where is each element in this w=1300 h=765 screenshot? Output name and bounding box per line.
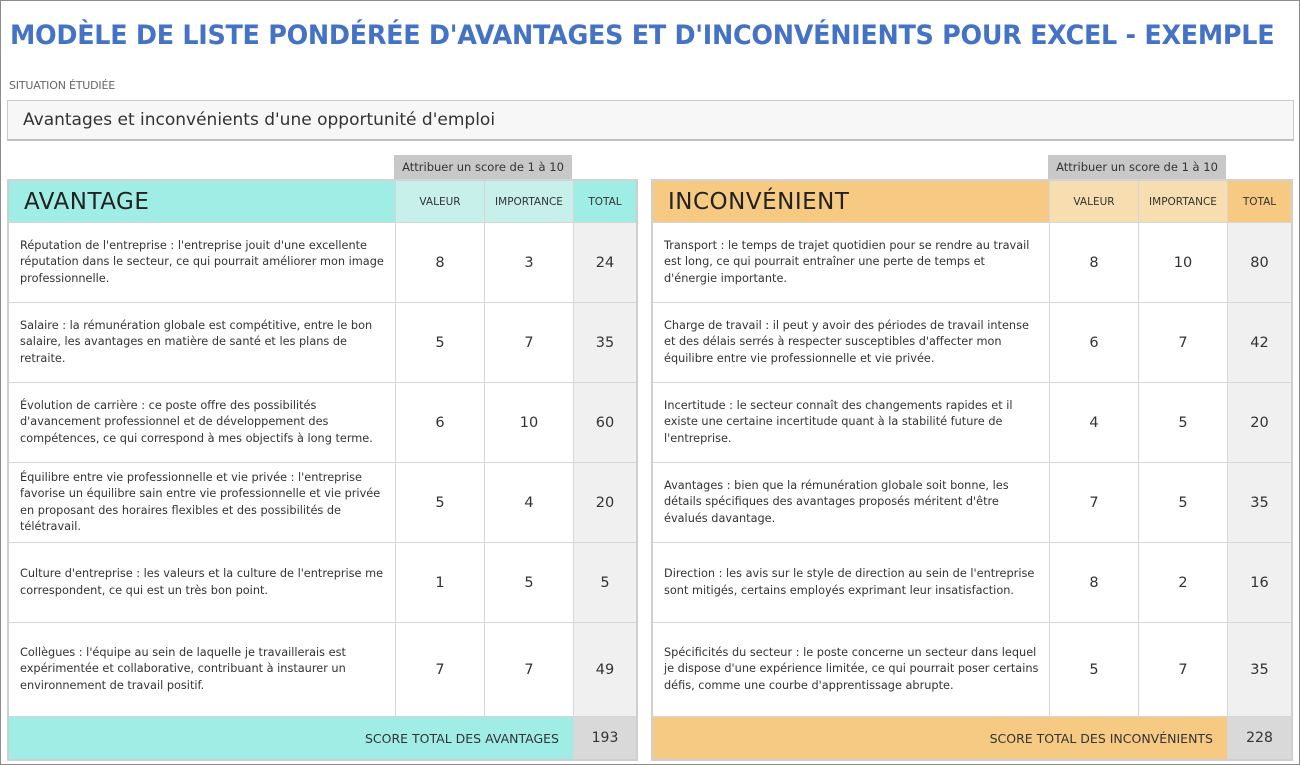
situation-field-box [7,100,1294,141]
pros-description-cell[interactable]: Collègues : l'équipe au sein de laquelle je travaillerais est expérimentée et collaborative, contribuant à instaurer un environnement de travail positif. [9,623,396,716]
cons-heading: INCONVÉNIENT [653,181,1050,222]
page-title: MODÈLE DE LISTE PONDÉRÉE D'AVANTAGES ET D'INCONVÉNIENTS POUR EXCEL - EXEMPLE [10,20,1275,51]
cons-row [653,383,1291,463]
cons-value-cell[interactable]: 7 [1050,463,1139,542]
cons-value-cell[interactable]: 4 [1050,383,1139,462]
pros-importance-cell[interactable]: 3 [485,223,574,302]
pros-col-value: VALEUR [396,181,485,222]
pros-score-hint: Attribuer un score de 1 à 10 [394,155,572,179]
pros-total-cell[interactable]: 5 [574,543,636,622]
pros-total-cell[interactable]: 35 [574,303,636,382]
cons-description-cell[interactable]: Transport : le temps de trajet quotidien pour se rendre au travail est long, ce qui pourrait entraîner une perte de temps et d'énergie importante. [653,223,1050,302]
cons-table [651,179,1293,761]
pros-description-cell[interactable]: Culture d'entreprise : les valeurs et la culture de l'entreprise me correspondent, ce qui est un très bon point. [9,543,396,622]
pros-importance-cell[interactable]: 10 [485,383,574,462]
cons-col-total: TOTAL [1242,195,1277,208]
pros-header-row [9,181,636,223]
cons-total-cell[interactable]: 42 [1228,303,1291,382]
cons-score-hint: Attribuer un score de 1 à 10 [1048,155,1226,179]
pros-description-cell[interactable]: Salaire : la rémunération globale est compétitive, entre le bon salaire, les avantages en matière de santé et les plans de retraite. [9,303,396,382]
pros-value-cell[interactable]: 5 [396,303,485,382]
cons-importance-cell[interactable]: 7 [1139,303,1228,382]
cons-row [653,543,1291,623]
pros-value-cell[interactable]: 8 [396,223,485,302]
pros-col-total: TOTAL [588,195,622,208]
cons-total-cell[interactable]: 35 [1228,463,1291,542]
pros-heading: AVANTAGE [9,181,396,222]
pros-total-label: SCORE TOTAL DES AVANTAGES [9,717,574,759]
pros-row [9,543,636,623]
pros-row [9,303,636,383]
cons-total-row [653,717,1291,759]
cons-row [653,623,1291,717]
cons-col-value: VALEUR [1050,181,1139,222]
pros-importance-cell[interactable]: 5 [485,543,574,622]
cons-importance-cell[interactable]: 2 [1139,543,1228,622]
cons-value-cell[interactable]: 5 [1050,623,1139,716]
pros-row [9,623,636,717]
pros-description-cell[interactable]: Réputation de l'entreprise : l'entreprise jouit d'une excellente réputation dans le secteur, ce qui pourrait améliorer mon image professionnelle. [9,223,396,302]
pros-description-cell[interactable]: Évolution de carrière : ce poste offre des possibilités d'avancement professionnel et de développement des compétences, ce qui correspond à mes objectifs à long terme. [9,383,396,462]
pros-description-cell[interactable]: Équilibre entre vie professionnelle et vie privée : l'entreprise favorise un équilibre sain entre vie professionnelle et vie privée en proposant des horaires flexibles et des possibilités de télétravail. [9,463,396,542]
cons-importance-cell[interactable]: 5 [1139,463,1228,542]
cons-total-label: SCORE TOTAL DES INCONVÉNIENTS [653,717,1228,759]
pros-row [9,383,636,463]
cons-importance-cell[interactable]: 7 [1139,623,1228,716]
pros-importance-cell[interactable]: 4 [485,463,574,542]
situation-label: SITUATION ÉTUDIÉE [9,79,115,92]
cons-col-importance: IMPORTANCE [1139,181,1228,222]
pros-total-value: 193 [574,717,636,759]
cons-description-cell[interactable]: Spécificités du secteur : le poste concerne un secteur dans lequel je dispose d'une expérience limitée, ce qui pourrait poser certains défis, comme une courbe d'apprentissage abrupte. [653,623,1050,716]
cons-row [653,303,1291,383]
cons-description-cell[interactable]: Incertitude : le secteur connaît des changements rapides et il existe une certaine incertitude quant à la stabilité future de l'entreprise. [653,383,1050,462]
cons-description-cell[interactable]: Charge de travail : il peut y avoir des périodes de travail intense et des délais serrés à respecter susceptibles d'affecter mon équilibre entre vie professionnelle et vie privée. [653,303,1050,382]
cons-total-cell[interactable]: 16 [1228,543,1291,622]
cons-importance-cell[interactable]: 5 [1139,383,1228,462]
cons-row [653,463,1291,543]
cons-importance-cell[interactable]: 10 [1139,223,1228,302]
pros-row [9,463,636,543]
cons-total-value: 228 [1228,717,1291,759]
pros-total-row [9,717,636,759]
pros-total-cell[interactable]: 20 [574,463,636,542]
cons-description-cell[interactable]: Avantages : bien que la rémunération globale soit bonne, les détails spécifiques des avantages proposés méritent d'être évalués davantage. [653,463,1050,542]
cons-row [653,223,1291,303]
pros-value-cell[interactable]: 5 [396,463,485,542]
pros-importance-cell[interactable]: 7 [485,303,574,382]
cons-total-cell[interactable]: 80 [1228,223,1291,302]
cons-value-cell[interactable]: 6 [1050,303,1139,382]
pros-value-cell[interactable]: 6 [396,383,485,462]
pros-row [9,223,636,303]
cons-value-cell[interactable]: 8 [1050,543,1139,622]
cons-description-cell[interactable]: Direction : les avis sur le style de direction au sein de l'entreprise sont mitigés, certains employés exprimant leur insatisfaction. [653,543,1050,622]
cons-total-cell[interactable]: 20 [1228,383,1291,462]
pros-importance-cell[interactable]: 7 [485,623,574,716]
pros-total-cell[interactable]: 60 [574,383,636,462]
cons-value-cell[interactable]: 8 [1050,223,1139,302]
pros-value-cell[interactable]: 7 [396,623,485,716]
pros-total-cell[interactable]: 49 [574,623,636,716]
pros-total-cell[interactable]: 24 [574,223,636,302]
pros-value-cell[interactable]: 1 [396,543,485,622]
cons-total-cell[interactable]: 35 [1228,623,1291,716]
cons-header-row [653,181,1291,223]
situation-input[interactable] [8,101,1293,139]
pros-table [7,179,638,761]
pros-col-importance: IMPORTANCE [485,181,574,222]
